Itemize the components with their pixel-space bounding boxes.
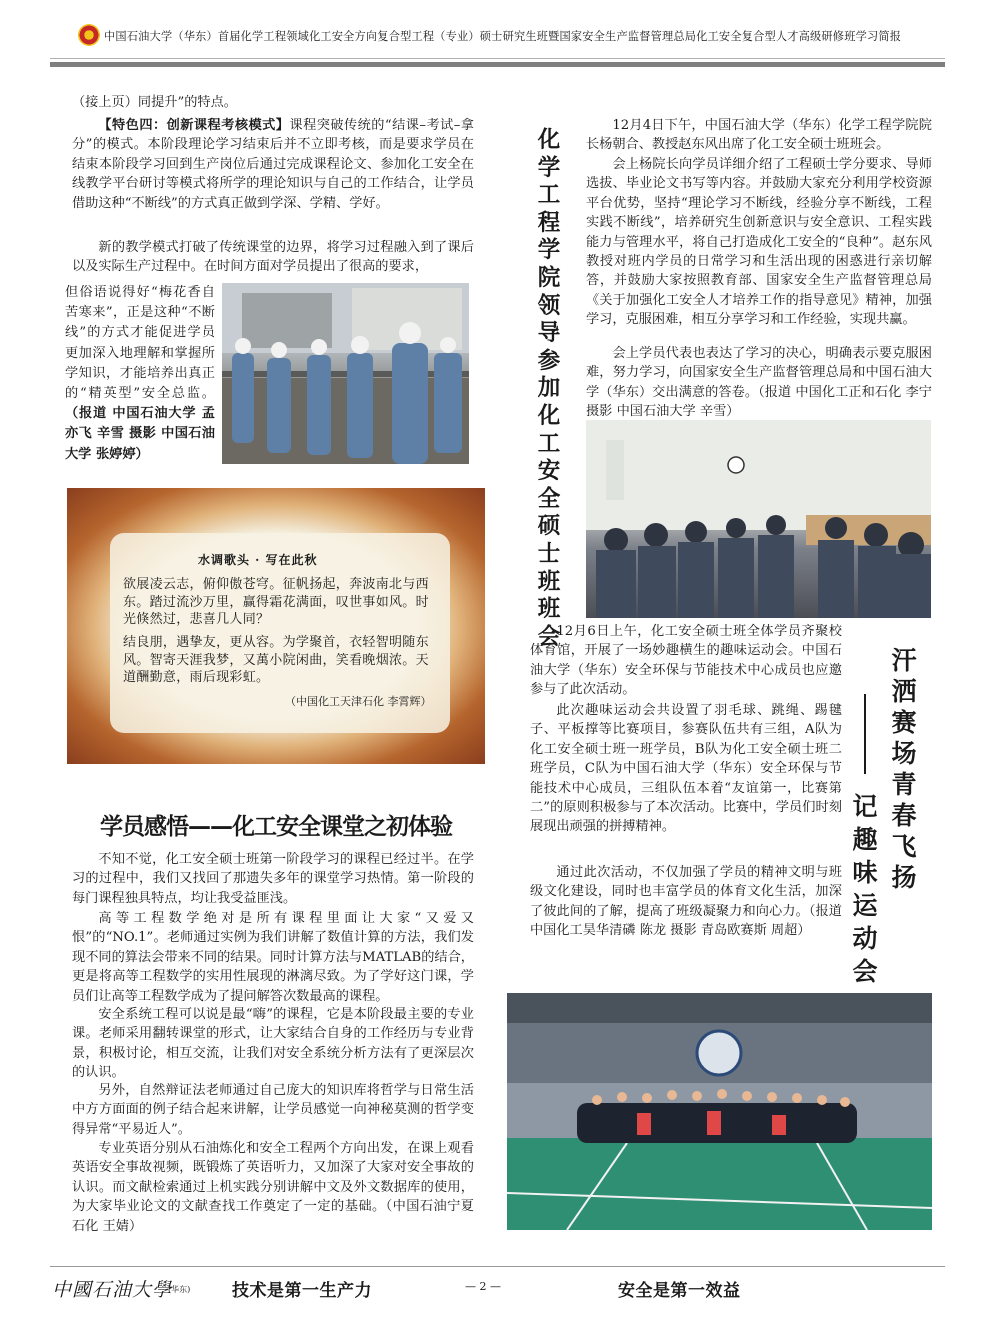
sports-vertical-title-main: 汗洒赛场 青春飞扬 [891,646,917,892]
poem-stanza-1: 欲展凌云志，俯仰傲苍穹。征帆扬起，奔波南北与西东。踏过流沙万里，赢得霜花满面，叹世事如风。时光倏然过，悲喜几人同？ [123,577,429,628]
teaching-mode-paragraph: 新的教学模式打破了传统课堂的边界，将学习过程融入到了课后以及实际生产过程中。在时间方面对学员提出了很高的要求， [72,240,474,275]
footer-slogan-left: 技术是第一生产力 [232,1281,372,1301]
sports-paragraph-1: 12月6日上午，化工安全硕士班全体学员齐聚校体育馆，开展了一场妙趣横生的趣味运动会。中国石油大学（华东）安全环保与节能技术中心成员也应邀参与了此次活动。 [530,624,842,698]
continued-line: （接上页）同提升”的特点。 [72,95,237,110]
meeting-paragraph-3: 会上学员代表也表达了学习的决心，明确表示要克服困难，努力学习，向国家安全生产监督管理总局和中国石油大学（华东）交出满意的答卷。（报道 中国化工正和石化 李宁 摄影 中国石油大学 辛雪） [586,346,932,420]
poem-stanza-2: 结良朋，遇挚友，更从容。为学聚首，衣轻智明随东风。智寄天涯我梦，又萬小院闲曲，笑看晚烟浓。天道酬勤意，雨后现彩虹。 [123,635,429,686]
page-number: — 2 — [465,1280,501,1293]
field-visit-photo [222,283,469,464]
feature4-lead: 【特色四：创新课程考核模式】 [98,118,290,133]
sports-vertical-title-sub: 记趣味运动会 [852,792,878,986]
sports-paragraph-2: 此次趣味运动会共设置了羽毛球、跳绳、踢毽子、平板撑等比赛项目，参赛队伍共有三组，A队为化工安全硕士班一班学员，B队为化工安全硕士班二班学员，C队为中国石油大学（华东）安全环保与节能技术中心成员，三组队伍本着“友谊第一，比赛第二”的原则积极参与了本次活动。比赛中，学员们时刻展现出顽强的拼搏精神。 [530,703,842,835]
vertical-dash [864,694,866,774]
meeting-paragraph-1: 12月4日下午，中国石油大学（华东）化学工程学院院长杨朝合、教授赵东风出席了化工安全硕士班班会。 [586,118,932,153]
poem-title: 水调歌头 · 写在此秋 [198,553,318,567]
proverb-credit: （报道 中国石油大学 孟亦飞 辛雪 摄影 中国石油大学 张婷婷） [65,406,215,462]
header-title: 中国石油大学（华东）首届化学工程领域化工安全方向复合型工程（专业）硕士研究生班暨国家安全生产监督管理总局化工安全复合型人才高级研修班学习简报 [104,30,902,43]
impression-paragraph-1: 不知不觉，化工安全硕士班第一阶段学习的课程已经过半。在学习的过程中，我们又找回了那遗失多年的课堂学习热情。第一阶段的每门课程独具特点，均让我受益匪浅。 [72,852,474,906]
class-meeting-vertical-title: 化学工程学院领导参加化工安全硕士班班会 [537,127,561,650]
footer-logo-sub: (华东) [168,1285,191,1294]
meeting-paragraph-2: 会上杨院长向学员详细介绍了工程硕士学分要求、导师选拔、毕业论文书写等内容。并鼓励大家充分利用学校资源平台优势，坚持“理论学习不断线，经验分享不断线，工程实践不断线”，培养研究生创新意识与安全意识、工程实践能力与管理水平，将自己打造成化工安全的“良种”。赵东风教授对班内学员的日常学习和生活出现的困惑进行亲切解答，并鼓励大家按照教育部、国家安全生产监督管理总局《关于加强化工安全人才培养工作的指导意见》精神，加强学习，克服困难，相互分享学习和工作经验，实现共赢。 [586,157,932,328]
impression-paragraph-4: 另外，自然辩证法老师通过自己庞大的知识库将哲学与日常生活中方方面面的例子结合起来讲解，让学员感觉一向神秘莫测的哲学变得异常“平易近人”。 [72,1083,474,1137]
header-rule-thin [50,58,945,59]
impression-paragraph-3: 安全系统工程可以说是最“嗨”的课程，它是本阶段最主要的专业课。老师采用翻转课堂的形式，让大家结合自身的工作经历与专业背景，积极讨论，相互交流，让我们对安全系统分析方法有了更深层次的认识。 [72,1007,474,1081]
feature4-body: 课程突破传统的“结课–考试–拿分”的模式。本阶段理论学习结束后并不立即考核，而是要求学员在结束本阶段学习回到生产岗位后通过完成课程论文、参加化工安全在线教学平台研讨等模式将所学的理论知识与自己的工作结合，让学员借助这种“不断线”的方式真正做到学深、学精、学好。 [72,118,474,211]
proverb-paragraph [65,283,215,465]
header-rule [50,62,945,67]
proverb-text: 但俗语说得好“梅花香自苦寒来”，正是这种“不断线”的方式才能促进学员更加深入地理解和掌握所学知识，才能培养出真正的“精英型”安全总监。 [65,285,215,402]
footer-university-logo: 中國石油大學 [52,1279,173,1301]
class-meeting-photo [586,420,931,618]
footer-slogan-right: 安全是第一效益 [618,1281,741,1301]
group-photo-gym [507,993,932,1230]
university-emblem-icon [78,24,100,46]
sports-paragraph-3: 通过此次活动，不仅加强了学员的精神文明与班级文化建设，同时也丰富学员的体育文化生活，加深了彼此间的了解，提高了班级凝聚力和向心力。（报道 中国化工昊华清磷 陈龙 摄影 青岛欧赛斯 周超） [530,865,842,939]
impression-paragraph-5: 专业英语分别从石油炼化和安全工程两个方向出发，在课上观看英语安全事故视频，既锻炼了英语听力，又加深了大家对安全事故的认识。而文献检索通过上机实践分别讲解中文及外文数据库的使用，为大家毕业论文的文献查找工作奠定了一定的基础。（中国石油宁夏石化 王婧） [72,1141,474,1234]
footer-rule [50,1266,945,1267]
section-title: 学员感悟——化工安全课堂之初体验 [100,814,452,840]
poem-credit: （中国化工天津石化 李霄辉） [285,695,432,708]
impression-paragraph-2: 高等工程数学绝对是所有课程里面让大家“又爱又恨”的“NO.1”。老师通过实例为我们讲解了数值计算的方法，我们发现不同的算法会带来不同的结果。同时计算方法与MATLAB的结合，更是将高等工程数学的实用性展现的淋漓尽致。为了学好这门课，学员们让高等工程数学成为了提问解答次数最高的课程。 [72,911,474,1004]
feature4-paragraph [72,116,474,213]
